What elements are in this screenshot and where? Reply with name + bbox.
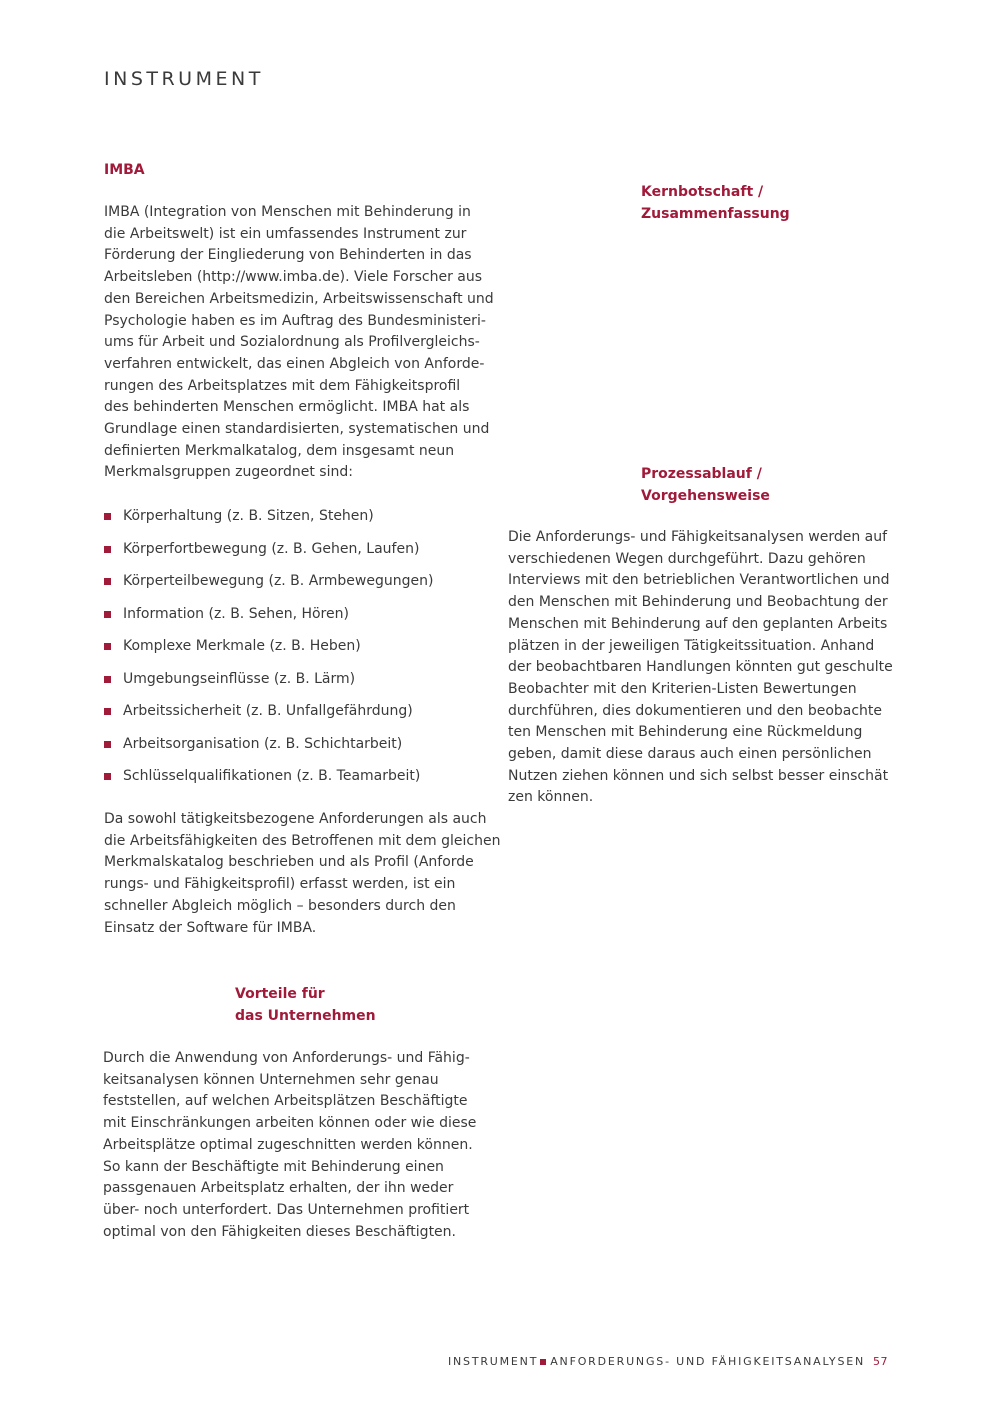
list-item: [104, 505, 504, 538]
square-bullet-icon: [104, 611, 111, 618]
text-line: rungen des Arbeitsplatzes mit dem Fähigkeitsprofil: [104, 377, 461, 394]
text-line: Die Anforderungs- und Fähigkeitsanalysen werden auf: [508, 529, 888, 545]
text-line: schneller Abgleich möglich – besonders durch den: [104, 897, 456, 914]
text-line: die Arbeitswelt) ist ein umfassendes Instrument zur: [104, 225, 467, 242]
heading-line: Prozessablauf /: [641, 466, 762, 482]
text-line: verfahren entwickelt, das einen Abgleich von Anforde-: [104, 355, 485, 372]
text-line: die Arbeitsfähigkeiten des Betroffenen mit dem gleichen: [104, 832, 501, 849]
text-line: Einsatz der Software für IMBA.: [104, 919, 317, 936]
footer-topic: ANFORDERUNGS- UND FÄHIGKEITSANALYSEN: [550, 1355, 865, 1368]
list-item: [104, 603, 504, 636]
list-item-label: Körperhaltung (z. B. Sitzen, Stehen): [123, 508, 374, 524]
prozess-heading: [641, 463, 770, 507]
text-line: Durch die Anwendung von Anforderungs- und Fähig-: [103, 1050, 470, 1066]
text-line: optimal von den Fähigkeiten dieses Beschäftigten.: [103, 1223, 456, 1240]
prozess-text: [508, 527, 893, 809]
text-line: der beobachtbaren Handlungen könnten gut geschulte: [508, 659, 893, 676]
square-bullet-icon: [104, 513, 111, 520]
text-line: Merkmalsgruppen zugeordnet sind:: [104, 464, 353, 481]
text-line: So kann der Beschäftigte mit Behinderung einen: [103, 1158, 444, 1175]
vorteile-heading: [235, 983, 376, 1027]
page-number: 57: [873, 1355, 888, 1368]
list-item: [104, 635, 504, 668]
text-line: Förderung der Eingliederung von Behinderten in das: [104, 247, 472, 264]
text-line: den Bereichen Arbeitsmedizin, Arbeitswissenschaft und: [104, 290, 494, 307]
text-line: geben, damit diese daraus auch einen persönlichen: [508, 746, 872, 763]
text-line: ums für Arbeit und Sozialordnung als Profilvergleichs-: [104, 334, 480, 351]
heading-line: Zusammenfassung: [641, 206, 790, 222]
text-line: IMBA (Integration von Menschen mit Behinderung in: [104, 204, 471, 220]
text-line: definierten Merkmalkatalog, dem insgesamt neun: [104, 442, 455, 459]
list-item: [104, 668, 504, 701]
heading-line: Vorgehensweise: [641, 488, 770, 504]
list-item: [104, 538, 504, 571]
text-line: Arbeitsleben (http://www.imba.de). Viele Forscher aus: [104, 269, 483, 286]
text-line: über- noch unterfordert. Das Unternehmen profitiert: [103, 1201, 470, 1218]
list-item: [104, 570, 504, 603]
list-item: [104, 765, 504, 798]
heading-line: das Unternehmen: [235, 1008, 376, 1024]
imba-heading: IMBA: [104, 162, 145, 178]
list-item-label: Information (z. B. Sehen, Hören): [123, 605, 349, 622]
vorteile-text: [103, 1048, 476, 1243]
list-item: [104, 700, 504, 733]
square-bullet-icon: [104, 773, 111, 780]
square-bullet-icon: [104, 546, 111, 553]
imba-closing: [104, 809, 500, 939]
list-item-label: Schlüsselqualifikationen (z. B. Teamarbeit): [123, 768, 421, 784]
text-line: Grundlage einen standardisierten, systematischen und: [104, 421, 490, 438]
text-line: den Menschen mit Behinderung und Beobachtung der: [508, 594, 888, 611]
text-line: Arbeitsplätze optimal zugeschnitten werden können.: [103, 1136, 473, 1153]
list-item-label: Umgebungseinflüsse (z. B. Lärm): [123, 670, 356, 687]
footer-section: INSTRUMENT: [447, 1355, 539, 1368]
text-line: mit Einschränkungen arbeiten können oder wie diese: [103, 1115, 477, 1132]
page-footer: [448, 1355, 888, 1368]
heading-line: Kernbotschaft /: [641, 184, 764, 200]
text-line: Da sowohl tätigkeitsbezogene Anforderungen als auch: [104, 811, 487, 827]
text-line: feststellen, auf welchen Arbeitsplätzen Beschäftigte: [103, 1093, 468, 1110]
heading-line: Vorteile für: [235, 986, 325, 1002]
text-line: verschiedenen Wegen durchgeführt. Dazu gehören: [508, 550, 866, 567]
text-line: ten Menschen mit Behinderung eine Rückmeldung: [508, 724, 863, 741]
list-item-label: Komplexe Merkmale (z. B. Heben): [123, 638, 361, 654]
square-bullet-icon: [104, 708, 111, 715]
list-item: [104, 733, 504, 766]
square-bullet-icon: [104, 741, 111, 748]
text-line: plätzen in der jeweiligen Tätigkeitssituation. Anhand: [508, 637, 875, 654]
list-item-label: Körperfortbewegung (z. B. Gehen, Laufen): [123, 540, 420, 557]
list-item-label: Arbeitsorganisation (z. B. Schichtarbeit): [123, 735, 403, 752]
text-line: durchführen, dies dokumentieren und den beobachte: [508, 702, 883, 719]
text-line: Psychologie haben es im Auftrag des Bundesministeri-: [104, 312, 486, 329]
square-bullet-icon: [104, 676, 111, 683]
square-separator-icon: [540, 1359, 546, 1365]
text-line: Interviews mit den betrieblichen Verantwortlichen und: [508, 572, 890, 589]
list-item-label: Arbeitssicherheit (z. B. Unfallgefährdung): [123, 703, 413, 719]
text-line: des behinderten Menschen ermöglicht. IMBA hat als: [104, 399, 470, 416]
imba-intro: [104, 202, 494, 484]
text-line: Nutzen ziehen können und sich selbst besser einschät: [508, 767, 889, 784]
square-bullet-icon: [104, 578, 111, 585]
text-line: Beobachter mit den Kriterien-Listen Bewertungen: [508, 680, 857, 697]
text-line: keitsanalysen können Unternehmen sehr genau: [103, 1071, 439, 1088]
square-bullet-icon: [104, 643, 111, 650]
section-title: INSTRUMENT: [104, 68, 264, 90]
text-line: Menschen mit Behinderung auf den geplanten Arbeits: [508, 615, 888, 632]
text-line: rungs- und Fähigkeitsprofil) erfasst werden, ist ein: [104, 876, 456, 893]
text-line: zen können.: [508, 789, 594, 806]
kernbotschaft-heading: [641, 181, 790, 225]
text-line: passgenauen Arbeitsplatz erhalten, der ihn weder: [103, 1180, 454, 1197]
feature-group-list: [104, 505, 504, 798]
text-line: Merkmalskatalog beschrieben und als Profil (Anforde: [104, 854, 474, 871]
list-item-label: Körperteilbewegung (z. B. Armbewegungen): [123, 573, 434, 589]
